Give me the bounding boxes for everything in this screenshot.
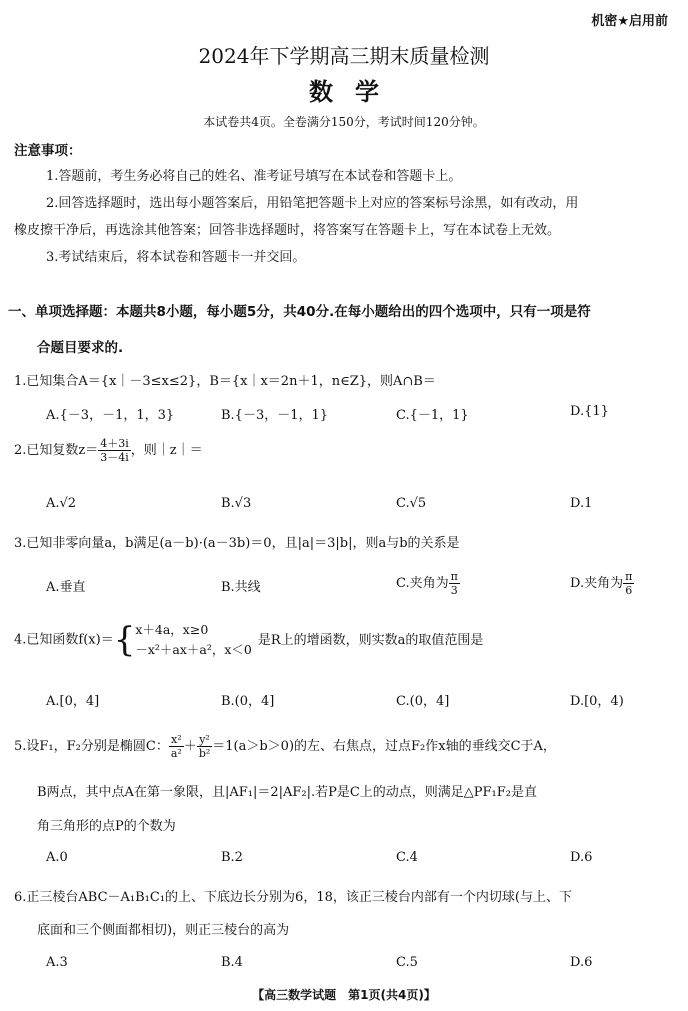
q4-stem-suffix: 是R上的增函数，则实数a的取值范围是 bbox=[257, 632, 484, 648]
q6-line1: 6.正三棱台ABC－A₁B₁C₁的上、下底边长分别为6，18，该正三棱台内部有一个内切球(与上、下 bbox=[14, 890, 572, 905]
q1-stem: 1.已知集合A＝{x｜－3≤x≤2}，B＝{x｜x＝2n＋1，n∈Z}，则A∩B＝ bbox=[14, 374, 436, 389]
q3-option-c bbox=[396, 570, 460, 597]
q6-option-c: C.5 bbox=[396, 955, 418, 970]
q5-f2-num: y² bbox=[197, 733, 212, 747]
q5-line1-prefix: 5.设F₁，F₂分别是椭圆C： bbox=[14, 739, 169, 754]
q2-option-b: B.√3 bbox=[221, 496, 252, 511]
q5-line1 bbox=[14, 733, 556, 760]
q2-frac-den: 3－4i bbox=[100, 451, 129, 464]
q3-option-d-label: D.夹角为 bbox=[570, 576, 624, 591]
section1-heading-line2: 合题目要求的. bbox=[37, 340, 124, 356]
q5-plus: ＋ bbox=[183, 739, 197, 754]
exam-title: 2024年下学期高三期末质量检测 bbox=[198, 44, 490, 68]
q2-frac-num: 4＋3i bbox=[100, 437, 129, 450]
q3-d-num: π bbox=[625, 570, 633, 583]
subject-title: 数学 bbox=[309, 78, 401, 106]
page-footer: 【高三数学试题 第1页(共4页)】 bbox=[252, 988, 436, 1002]
notice-item-2-line1: 2.回答选择题时，选出每小题答案后，用铅笔把答题卡上对应的答案标号涂黑，如有改动，用 bbox=[46, 196, 579, 211]
q1-option-c: C.{－1，1} bbox=[396, 408, 469, 423]
q6-line2: 底面和三个侧面都相切)，则正三棱台的高为 bbox=[37, 923, 290, 938]
notice-heading: 注意事项： bbox=[14, 143, 82, 159]
q5-f1-num: x² bbox=[169, 733, 184, 747]
q2-stem-prefix: 2.已知复数z＝ bbox=[14, 443, 99, 458]
q5-line2: B两点，其中点A在第一象限，且|AF₁|＝2|AF₂|.若P是C上的动点，则满足△PF₁F₂是直 bbox=[37, 785, 538, 800]
q3-c-den: 3 bbox=[450, 584, 458, 597]
q2-fraction bbox=[98, 437, 131, 464]
q2-option-d: D.1 bbox=[570, 496, 593, 511]
q5-f1-den: a² bbox=[170, 747, 182, 760]
q3-option-d-fraction bbox=[623, 570, 634, 597]
q5-option-b: B.2 bbox=[221, 850, 243, 865]
q5-option-a: A.0 bbox=[46, 850, 68, 865]
confidential-label: 机密★启用前 bbox=[591, 14, 668, 29]
q4-case-1: x＋4a，x≥0 bbox=[135, 622, 209, 637]
q5-line1-suffix: ＝1(a＞b＞0)的左、右焦点，过点F₂作x轴的垂线交C于A， bbox=[212, 739, 556, 754]
q4-cases bbox=[135, 620, 252, 660]
q3-option-b: B.共线 bbox=[221, 580, 261, 595]
q5-line3: 角三角形的点P的个数为 bbox=[37, 819, 176, 834]
q4-case-2: －x²＋ax＋a²，x＜0 bbox=[135, 642, 252, 657]
q2-option-c: C.√5 bbox=[396, 496, 427, 511]
q5-fraction-1 bbox=[169, 733, 184, 760]
q2-stem-suffix: ，则｜z｜＝ bbox=[130, 443, 203, 458]
notice-item-1: 1.答题前，考生务必将自己的姓名、准考证号填写在本试卷和答题卡上。 bbox=[46, 169, 462, 184]
q3-stem: 3.已知非零向量a，b满足(a－b)·(a－3b)＝0，且|a|＝3|b|，则a与b的关系是 bbox=[14, 536, 460, 551]
q4-option-d: D.[0，4) bbox=[570, 694, 624, 709]
q4-stem-prefix: 4.已知函数f(x)＝ bbox=[14, 632, 114, 648]
q3-option-c-fraction bbox=[449, 570, 460, 597]
q6-option-b: B.4 bbox=[221, 955, 243, 970]
q6-option-d: D.6 bbox=[570, 955, 593, 970]
q6-option-a: A.3 bbox=[46, 955, 68, 970]
q5-option-d: D.6 bbox=[570, 850, 593, 865]
q1-option-a: A.{－3，－1，1，3} bbox=[46, 408, 175, 423]
section1-heading-line1: 一、单项选择题：本题共8小题，每小题5分，共40分.在每小题给出的四个选项中，只有一项是符 bbox=[8, 304, 591, 320]
q5-fraction-2 bbox=[197, 733, 212, 760]
q3-option-c-label: C.夹角为 bbox=[396, 576, 449, 591]
q1-option-d: D.{1} bbox=[570, 404, 609, 419]
q3-option-a: A.垂直 bbox=[46, 580, 86, 595]
q3-c-num: π bbox=[450, 570, 458, 583]
exam-info: 本试卷共4页。全卷满分150分，考试时间120分钟。 bbox=[203, 115, 485, 129]
q5-f2-den: b² bbox=[198, 747, 211, 760]
q4-brace: { bbox=[113, 620, 136, 660]
q2-stem bbox=[14, 437, 203, 464]
q3-d-den: 6 bbox=[625, 584, 633, 597]
notice-item-3: 3.考试结束后，将本试卷和答题卡一并交回。 bbox=[46, 250, 306, 265]
q4-stem bbox=[14, 620, 483, 660]
q1-option-b: B.{－3，－1，1} bbox=[221, 408, 329, 423]
notice-item-2-line2: 橡皮擦干净后，再选涂其他答案；回答非选择题时，将答案写在答题卡上，写在本试卷上无效。 bbox=[14, 223, 561, 238]
q3-option-d bbox=[570, 570, 634, 597]
q4-option-b: B.(0，4] bbox=[221, 694, 275, 709]
q2-option-a: A.√2 bbox=[46, 496, 77, 511]
q4-option-a: A.[0，4] bbox=[46, 694, 100, 709]
q5-option-c: C.4 bbox=[396, 850, 418, 865]
q4-option-c: C.(0，4] bbox=[396, 694, 450, 709]
